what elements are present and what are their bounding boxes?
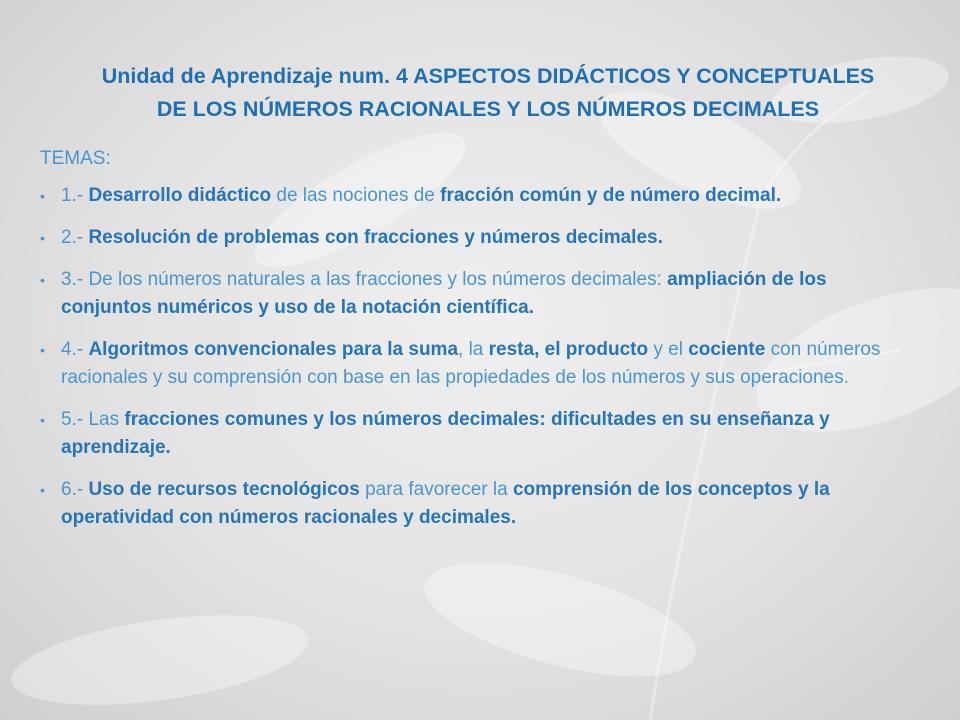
item-bold-text: cociente [688,339,766,360]
topics-list [40,182,900,546]
list-item [40,266,900,322]
bullet-icon: • [40,412,45,428]
item-text: 6.- [61,479,89,500]
bullet-icon: • [40,188,45,204]
item-bold-text: Desarrollo didáctico [88,185,272,206]
item-text: con números racionales y su comprensión con base en las propiedades de los números y sus operaciones. [61,339,881,388]
bullet-icon: • [40,230,45,246]
bullet-icon: • [40,342,45,358]
item-bold-text: resta, el producto [488,339,649,360]
bullet-icon: • [40,482,45,498]
item-text: 3.- De los números naturales a las fracciones y los números decimales: [61,269,668,290]
item-text: de las nociones de [271,185,441,206]
item-text: 2.- [61,227,89,248]
item-text: para favorecer la [359,479,513,500]
temas-label: TEMAS: [40,148,111,169]
list-item [40,476,900,532]
item-text: 4.- [61,339,89,360]
item-bold-text: fracción común y de número decimal. [440,185,782,206]
item-text: 5.- Las [61,409,125,430]
list-item [40,406,900,462]
item-text: y el [648,339,689,360]
list-item [40,224,900,252]
item-text: , la [458,339,489,360]
slide-title [20,60,956,126]
list-item [40,336,900,392]
item-bold-text: comprensión de los conceptos y la operatividad con números racionales y decimales. [61,479,830,528]
item-bold-text: Algoritmos convencionales para la suma [88,339,459,360]
item-bold-text: ampliación de los conjuntos numéricos y uso de la notación científica. [61,269,827,318]
item-bold-text: fracciones comunes y los números decimales: dificultades en su enseñanza y aprendizaje. [61,409,830,458]
item-bold-text: Uso de recursos tecnológicos [88,479,360,500]
bullet-icon: • [40,272,45,288]
title-line-2: DE LOS NÚMEROS RACIONALES Y LOS NÚMEROS DECIMALES [156,97,820,121]
title-line-1: Unidad de Aprendizaje num. 4 ASPECTOS DIDÁCTICOS Y CONCEPTUALES [101,64,875,88]
list-item [40,182,900,210]
item-text: 1.- [61,185,89,206]
item-bold-text: Resolución de problemas con fracciones y números decimales. [88,227,663,248]
